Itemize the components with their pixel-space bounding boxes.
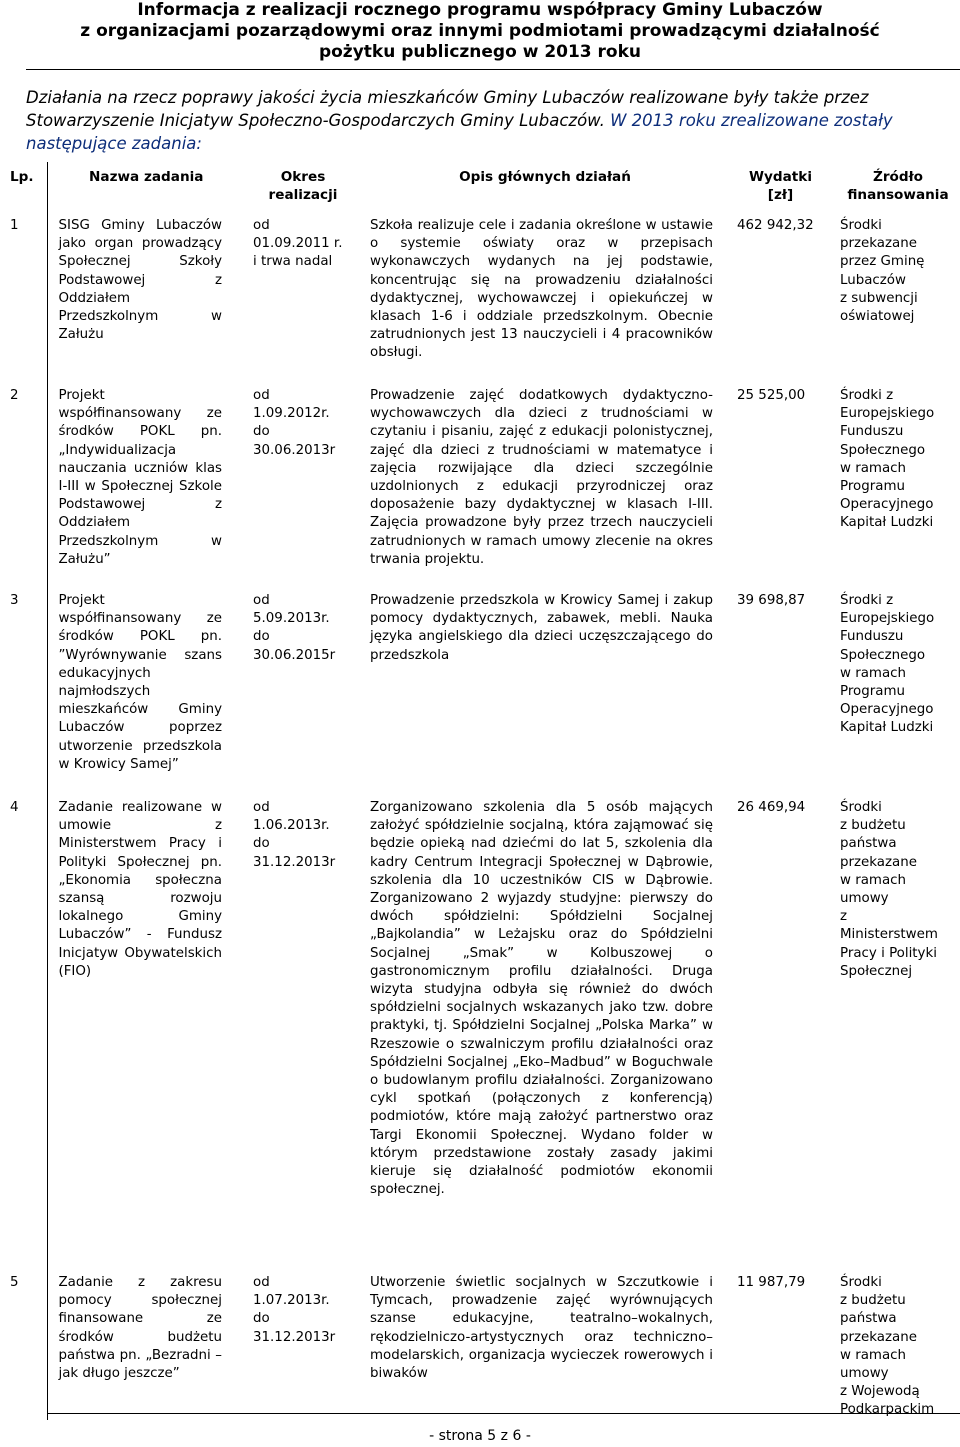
task-description: Szkoła realizuje cele i zadania określone w ustawie o systemie oświaty oraz w przepisach wykonawczych wydanych na jej podstawie, koncentrując się na prowadzeniu działalności dydaktycznej, wychowawczej i opiekuńczej w klasach 1-6 i oddziale przedszkolnym. Obecnie zatrudnionych jest 13 nauczycieli i 4 pracowników obsługi. [370,218,713,361]
header-period: Okres realizacji [268,169,338,204]
funding-source-line: Podkarpackim [840,1402,935,1418]
funding-source-line: Funduszu [840,629,904,645]
task-period [245,217,361,387]
period-line: od [253,800,270,815]
funding-source-line: Środki [840,1275,882,1290]
row-number: 2 [0,387,47,592]
row-number: 1 [0,217,47,387]
funding-source-line: w ramach [840,460,907,476]
funding-source-line: Kapitał Ludzki [840,720,934,736]
table-row [0,1274,960,1420]
funding-source-line: umowy [840,891,889,907]
funding-source-line: przez Gminę [840,254,925,270]
period-line: 1.06.2013r. [253,818,330,834]
table-row [0,799,960,1274]
funding-source-line: Europejskiego [840,406,935,422]
period-line: 30.06.2013r [253,442,336,458]
funding-source-line: Środki z [840,388,894,403]
task-description: Utworzenie świetlic socjalnych w Szczutkowie i Tymcach, prowadzenie zajęć wyrównujących szanse edukacyjne, teatralno–wokalnych, rękodzielniczo-artystycznych oraz techniczno–modelarskich, organizacja wycieczek rowerowych i biwaków [370,1275,713,1382]
intro-paragraph [26,86,936,155]
period-line: 31.12.2013r [253,854,336,870]
period-line: do [253,836,270,852]
task-name: SISG Gminy Lubaczów jako organ prowadzący Społecznej Szkoły Podstawowej z Oddziałem Przedszkolnym w Załużu [58,218,222,343]
funding-source-line: Społecznej [840,963,913,979]
funding-source [832,217,960,387]
task-expenses: 11 987,79 [737,1275,806,1290]
period-line: 30.06.2015r [253,647,336,663]
period-line: od [253,593,270,608]
period-line: i trwa nadal [253,254,333,270]
header-funding-source: Źródło finansowania [847,169,949,204]
period-line: 5.09.2013r. [253,611,330,627]
table-row [0,387,960,592]
intro-text: Działania na rzecz poprawy jakości życia mieszkańców Gminy Lubaczów realizowane były także przez Stowarzyszenie Inicjatyw Społeczno-Gospodarczych Gminy Lubaczów. [26,88,869,130]
task-description: Prowadzenie zajęć dodatkowych dydaktyczno- wychowawczych dla dzieci z trudnościami w czytaniu i pisaniu, zajęć z edukacji polonistycznej, zajęć dla dzieci z trudnościami w matematyce i zajęcia rozwijające dla dzieci szczególnie uzdolnionych z edukacji przyrodniczej oraz doposażenie bazy dydaktycznej w klasach I-III. Zajęcia prowadzone były przez trzech nauczycieli zatrudnionych w ramach umowy zlecenie na okres trwania projektu. [370,388,713,567]
funding-source-line: z [840,909,848,925]
period-line: 31.12.2013r [253,1329,336,1345]
table-bottom-rule [47,1413,960,1414]
funding-source-line: Społecznego [840,442,926,458]
funding-source-line: z Wojewodą [840,1384,920,1400]
title-line-2: z organizacjami pozarządowymi oraz innymi podmiotami prowadzącymi działalność [80,21,880,41]
task-name: Projekt współfinansowany ze środków POKL pn. „Indywidualizacja nauczania uczniów klas I-III w Społecznej Szkole Podstawowej z Oddziałem Przedszkolnym w Załużu” [58,388,222,567]
period-line: od [253,218,270,233]
funding-source-line: oświatowej [840,309,915,325]
header-rule [26,69,960,70]
funding-source-line: Środki z [840,593,894,608]
page-number: - strona 5 z 6 - [429,1428,531,1444]
period-line: do [253,424,270,440]
period-line: od [253,1275,270,1290]
funding-source-line: Ministerstwem [840,927,938,943]
period-line: 1.07.2013r. [253,1293,330,1309]
funding-source-line: przekazane [840,1329,917,1345]
funding-source [832,592,960,799]
document-header [0,0,960,63]
funding-source-line: przekazane [840,854,917,870]
task-period [245,1274,361,1420]
task-expenses: 26 469,94 [737,800,806,815]
funding-source-line: Operacyjnego [840,497,934,513]
task-period [245,387,361,592]
header-lp: Lp. [0,162,47,217]
funding-source-line: Środki [840,218,882,233]
task-name: Projekt współfinansowany ze środków POKL pn. ”Wyrównywanie szans edukacyjnych najmłodszych mieszkańców Gminy Lubaczów poprzez utworzenie przedszkola w Krowicy Samej” [58,593,222,772]
title-line-1: Informacja z realizacji rocznego programu współpracy Gminy Lubaczów [137,0,823,20]
funding-source-line: Europejskiego [840,611,935,627]
funding-source-line: umowy [840,1366,889,1382]
period-line: 01.09.2011 r. [253,236,343,252]
task-period [245,799,361,1274]
intro-text-highlight: W 2013 roku zrealizowane zostały następujące zadania: [26,111,893,153]
funding-source-line: państwa [840,836,897,852]
funding-source [832,1274,960,1420]
task-expenses: 462 942,32 [737,218,814,233]
funding-source-line: w ramach [840,1347,907,1363]
funding-source-line: Operacyjnego [840,702,934,718]
task-description: Zorganizowano szkolenia dla 5 osób mających założyć spółdzielnie socjalną, która zająmować się będzie opieką nad dziećmi do lat 5, szkolenia dla kadry Centrum Integracji Społecznej w Dąbrowie, szkolenia dla 10 uczestników CIS w Dąbrowie. Zorganizowano 2 wyjazdy studyjne: pierwszy do dwóch spółdzielni: Spółdzielni Socjalnej „Bajkolandia” w Leżajsku oraz do Spółdzielni Socjalnej „Smak” w Kolbuszowej o gastronomicznym profilu działalności. Druga wizyta studyjna odbyła się również do dwóch spółdzielni socjalnych wskazanych jako tzw. dobre praktyki, tj. Spółdzielni Socjalnej „Polska Marka” w Rzeszowie o szwalniczym profilu działalności oraz Spółdzielni Socjalnej „Eko–Madbud” w Boguchwale o budowlanym profilu działalności. Zorganizowano cykl spotkań (połączonych z konferencją) podmiotów, które mają założyć partnerstwo oraz Targi Ekonomii Społecznej. Wydano folder w którym przedstawione zostały zasady jakimi kieruje się działalność podmiotów ekonomii społecznej. [370,800,713,1198]
header-expenses: Wydatki [zł] [749,169,812,204]
task-name: Zadanie realizowane w umowie z Ministerstwem Pracy i Polityki Społecznej pn. „Ekonomia społeczna szansą rozwoju lokalnego Gminy Lubaczów” - Fundusz Inicjatyw Obywatelskich (FIO) [58,800,222,979]
header-task-name: Nazwa zadania [89,169,204,185]
funding-source-line: Programu [840,479,905,495]
tasks-table [0,162,960,1420]
funding-source [832,799,960,1274]
task-expenses: 39 698,87 [737,593,806,608]
header-description: Opis głównych działań [459,169,631,185]
funding-source-line: Funduszu [840,424,904,440]
task-description: Prowadzenie przedszkola w Krowicy Samej i zakup pomocy dydaktycznych, zabawek, mebli. Nauka języka angielskiego dla dzieci uczęszczającego do przedszkola [370,593,713,663]
task-period [245,592,361,799]
funding-source-line: z budżetu [840,818,906,834]
table-row [0,592,960,799]
funding-source-line: z budżetu [840,1293,906,1309]
funding-source-line: w ramach [840,665,907,681]
row-number: 3 [0,592,47,799]
task-name: Zadanie z zakresu pomocy społecznej finansowane ze środków budżetu państwa pn. „Bezradni – jak długo jeszcze” [58,1275,222,1382]
funding-source-line: Pracy i Polityki [840,945,937,961]
funding-source-line: w ramach [840,872,907,888]
title-line-3: pożytku publicznego w 2013 roku [318,42,642,62]
row-number: 5 [0,1274,47,1420]
funding-source-line: przekazane [840,236,917,252]
funding-source-line: Kapitał Ludzki [840,515,934,531]
funding-source-line: państwa [840,1311,897,1327]
period-line: do [253,1311,270,1327]
funding-source-line: Programu [840,684,905,700]
funding-source-line: Lubaczów [840,272,906,288]
period-line: 1.09.2012r. [253,406,330,422]
table-row [0,217,960,387]
funding-source-line: z subwencji [840,290,918,306]
period-line: od [253,388,270,403]
funding-source [832,387,960,592]
funding-source-line: Środki [840,800,882,815]
period-line: do [253,629,270,645]
funding-source-line: Społecznego [840,647,926,663]
task-expenses: 25 525,00 [737,388,806,403]
row-number: 4 [0,799,47,1274]
